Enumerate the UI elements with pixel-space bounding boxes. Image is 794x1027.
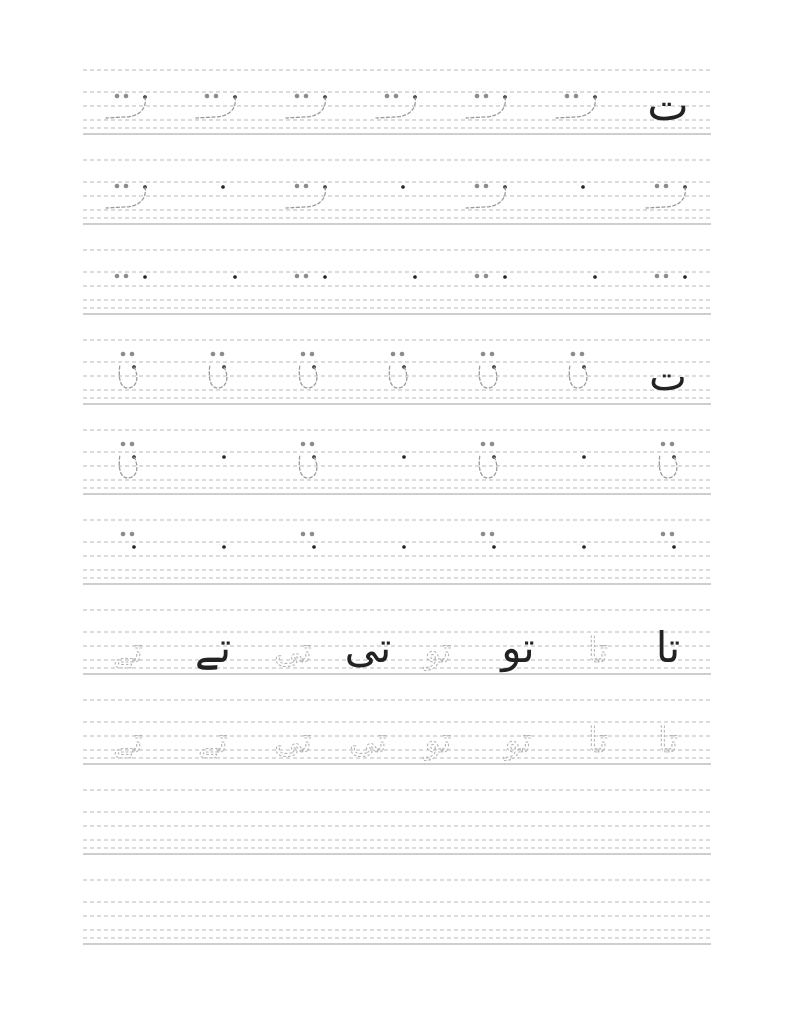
trace-word: تو [504,721,532,761]
practice-row [115,274,687,279]
trace-word: تو [424,721,452,761]
ruled-row [83,340,711,404]
trace-stroke [479,364,497,388]
guide-dot [115,184,120,189]
start-dot [402,545,406,549]
trace-stroke [196,97,235,118]
ruled-row [83,700,711,764]
guide-dot [121,532,126,537]
trace-stroke [106,97,145,118]
guide-dot [571,352,576,357]
guide-dot [310,442,315,447]
trace-word: تا [588,631,608,671]
guide-dot [484,184,489,189]
guide-dot [574,94,579,99]
guide-dot [484,94,489,99]
guide-dot [121,442,126,447]
guide-dot [580,352,585,357]
guide-dot [664,184,669,189]
guide-dot [664,274,669,279]
trace-stroke [569,364,587,388]
start-dot [593,275,597,279]
guide-dot [394,94,399,99]
model-word: تی [344,623,392,672]
start-dot [413,275,417,279]
guide-dot [115,94,120,99]
guide-dot [130,442,135,447]
guide-dot [490,532,495,537]
start-dot [683,275,687,279]
start-dot [582,455,586,459]
guide-dot [310,352,315,357]
trace-stroke [376,97,415,118]
practice-row [119,442,677,478]
guide-dot [481,532,486,537]
start-dot [402,455,406,459]
start-dot [401,185,405,189]
guide-dot [124,274,129,279]
start-dot [132,545,136,549]
guide-dot [304,274,309,279]
start-dot [672,545,676,549]
practice-row [106,184,687,208]
model-letter: ت [649,354,687,400]
trace-stroke [286,187,325,208]
ruled-row [83,160,711,224]
guide-dot [655,274,660,279]
start-dot [222,545,226,549]
guide-dot [295,184,300,189]
trace-stroke [646,187,685,208]
guide-dot [130,532,135,537]
start-dot [492,545,496,549]
ruled-row [83,250,711,314]
guide-dot [301,442,306,447]
trace-word: تی [274,631,312,671]
guide-dot [385,94,390,99]
ruled-row [83,430,711,494]
ruled-row [83,520,711,584]
guide-dot [565,94,570,99]
guide-dot [304,184,309,189]
guide-dot [121,352,126,357]
guide-dot [661,532,666,537]
ruled-guide-lines [83,70,711,944]
guide-dot [481,442,486,447]
trace-word: تے [113,631,143,671]
start-dot [503,275,507,279]
guide-dot [670,532,675,537]
start-dot [233,275,237,279]
guide-dot [214,94,219,99]
start-dot [323,275,327,279]
guide-dot [124,184,129,189]
start-dot [143,275,147,279]
guide-dot [304,94,309,99]
ruled-row [83,790,711,854]
guide-dot [295,274,300,279]
guide-dot [301,532,306,537]
trace-stroke [286,97,325,118]
guide-dot [661,442,666,447]
model-word: تو [501,623,535,672]
guide-dot [310,532,315,537]
trace-stroke [466,97,505,118]
guide-dot [475,274,480,279]
start-dot [312,545,316,549]
guide-dot [115,274,120,279]
ruled-row [83,610,711,674]
guide-dot [295,94,300,99]
guide-dot [475,94,480,99]
guide-dot [400,352,405,357]
trace-stroke [106,187,145,208]
guide-dot [481,352,486,357]
trace-stroke [556,97,595,118]
guide-dot [670,442,675,447]
start-dot [582,545,586,549]
start-dot [221,185,225,189]
guide-dot [391,352,396,357]
trace-word: تا [658,721,678,761]
guide-dot [475,184,480,189]
start-dot [222,455,226,459]
trace-word: تی [349,721,387,761]
model-letter: ت [647,80,689,131]
trace-word: تا [588,721,608,761]
ruled-row [83,880,711,944]
trace-word: تے [113,721,143,761]
guide-dot [490,442,495,447]
model-word: تے [194,623,232,672]
trace-word: تی [274,721,312,761]
ruled-row [83,70,711,134]
trace-stroke [466,187,505,208]
guide-dot [484,274,489,279]
guide-dot [211,352,216,357]
guide-dot [655,184,660,189]
guide-dot [220,352,225,357]
guide-dot [490,352,495,357]
guide-dot [205,94,210,99]
word-row [113,623,680,672]
trace-stroke [479,454,497,478]
trace-word: تو [424,631,452,671]
trace-word: تے [198,721,228,761]
guide-dot [130,352,135,357]
word-trace-row [113,721,678,761]
start-dot [581,185,585,189]
practice-row [121,532,676,549]
guide-dot [301,352,306,357]
model-word: تا [655,623,681,672]
guide-dot [124,94,129,99]
